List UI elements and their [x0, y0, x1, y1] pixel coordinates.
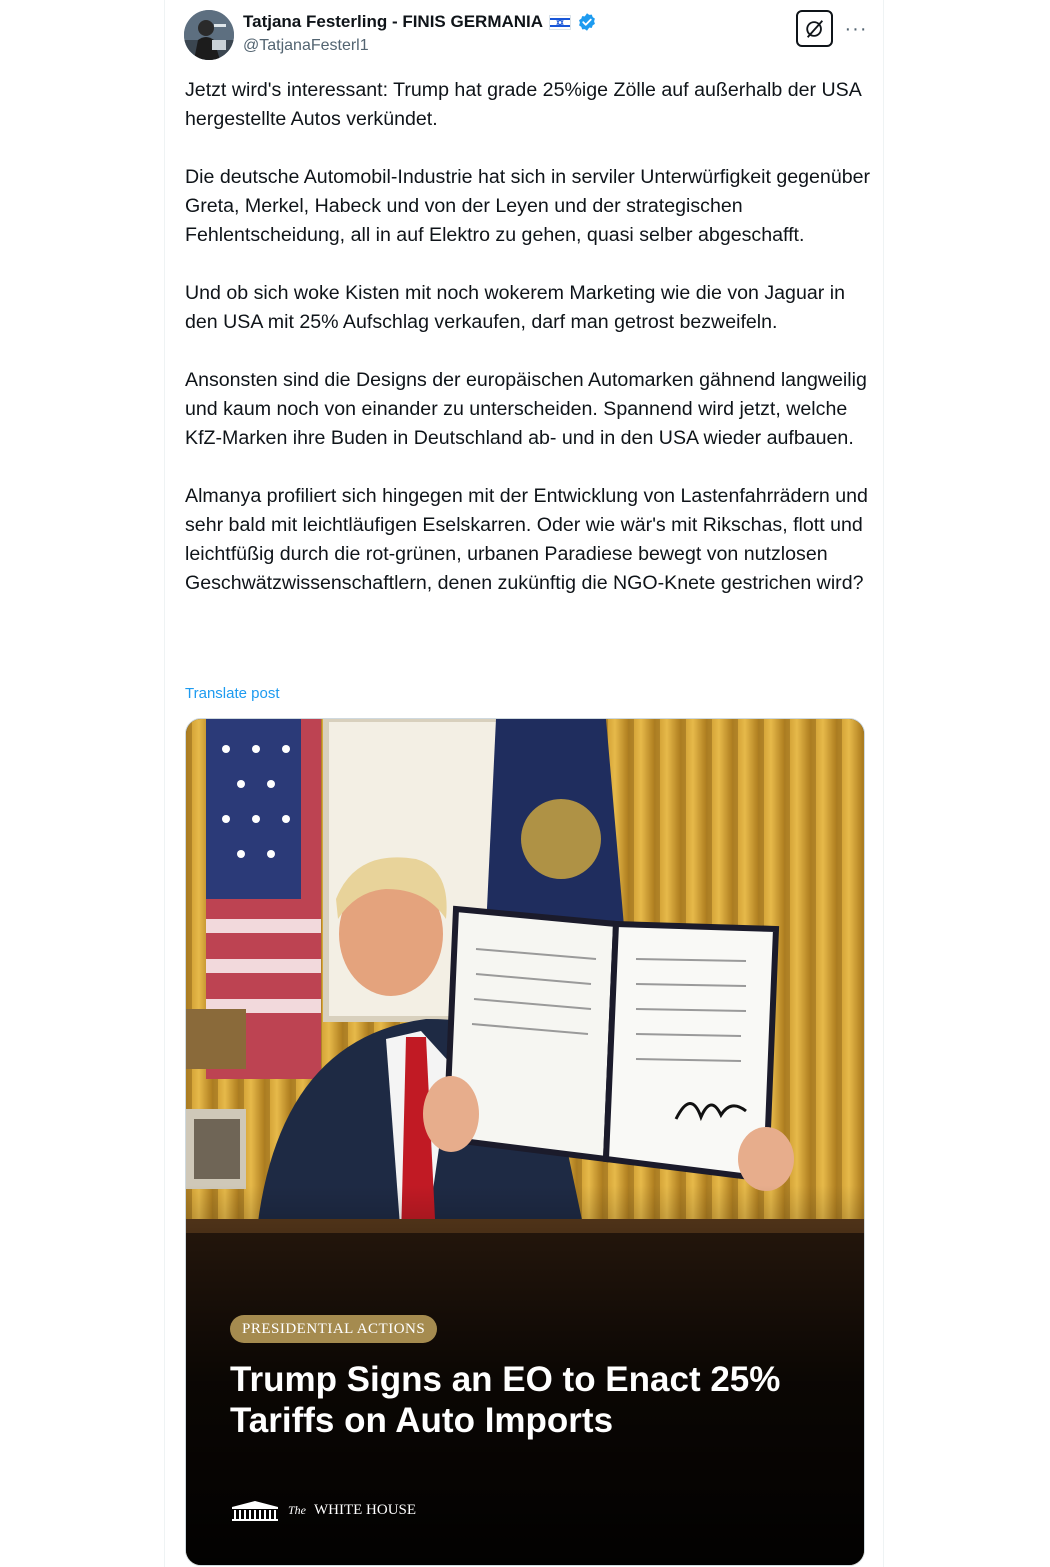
grok-button[interactable]	[796, 10, 833, 47]
logo-prefix: The	[288, 1502, 306, 1517]
grok-icon	[804, 18, 826, 40]
white-house-logo	[230, 1499, 416, 1521]
post-paragraph: Jetzt wird's interessant: Trump hat grade 25%ige Zölle auf außerhalb der USA hergestellte Autos verkündet.	[185, 79, 861, 130]
post-paragraph: Die deutsche Automobil-Industrie hat sich in serviler Unterwürfigkeit gegenüber Greta, Merkel, Habeck und von der Leyen und der strategischen Fehlentscheidung, all in auf Elektro zu gehen, quasi selber abgeschafft.	[185, 166, 871, 246]
media-card[interactable]	[185, 718, 865, 1566]
post-paragraph: Und ob sich woke Kisten mit noch wokerem Marketing wie die von Jaguar in den USA mit 25% Aufschlag verkaufen, darf man getrost bezweifeln.	[185, 282, 845, 333]
avatar[interactable]	[184, 10, 234, 60]
translate-post-link[interactable]: Translate post	[185, 685, 280, 702]
author-name-row[interactable]	[243, 12, 597, 32]
category-badge: PRESIDENTIAL ACTIONS	[230, 1315, 437, 1343]
tweet-card	[164, 0, 884, 1567]
author-name[interactable]: Tatjana Festerling - FINIS GERMANIA	[243, 12, 544, 31]
more-button[interactable]	[841, 14, 871, 44]
post-paragraph: Almanya profiliert sich hingegen mit der Entwicklung von Lastenfahrrädern und sehr bald mit leichtläufigen Eselskarren. Oder wie wär's mit Rikschas, flott und leichtfüßig durch die rot-grünen, urbanen Paradiese bewegt von nutzlosen Geschwätzwissenschaftlern, denen zukünftig die NGO-Knete gestrichen wird?	[185, 485, 868, 594]
author-handle[interactable]: @TatjanaFesterl1	[243, 37, 369, 54]
post-paragraph: Ansonsten sind die Designs der europäischen Automarken gähnend langweilig und kaum noch von einander zu unterscheiden. Spannend wird jetzt, welche KfZ-Marken ihre Buden in Deutschland ab- und in den USA wieder aufbauen.	[185, 369, 867, 449]
more-icon: ···	[844, 17, 868, 40]
logo-text: WHITE HOUSE	[314, 1501, 417, 1518]
media-headline: Trump Signs an EO to Enact 25% Tariffs on Auto Imports	[230, 1360, 781, 1440]
verified-badge-icon	[577, 12, 597, 32]
israel-flag-icon	[549, 15, 571, 30]
post-text	[185, 76, 875, 598]
white-house-building-icon	[230, 1499, 280, 1521]
